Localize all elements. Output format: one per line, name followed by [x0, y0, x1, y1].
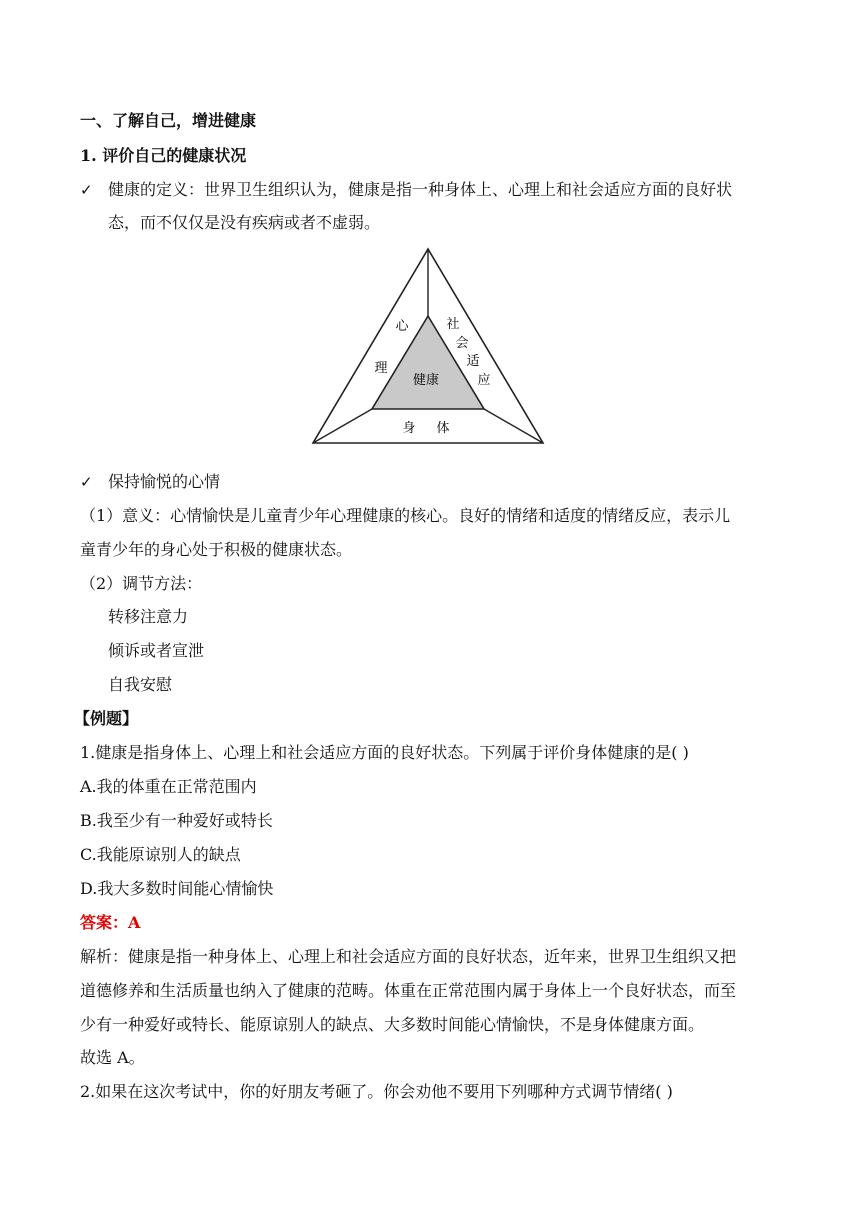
mood-title-line: [80, 471, 220, 493]
q1-answer: 答案：A: [80, 913, 141, 932]
q1-conclusion: 故选 A。: [80, 1048, 145, 1067]
examples-header: 【例题】: [74, 709, 139, 728]
mood-method-2: 倾诉或者宣泄: [108, 641, 205, 660]
mood-method-title: （2）调节方法：: [80, 574, 203, 593]
diagram-right-char-2: 会: [455, 336, 469, 351]
mood-title: 保持愉悦的心情: [108, 472, 221, 491]
diagram-bottom-char-2: 体: [436, 421, 450, 436]
mood-method-3: 自我安慰: [108, 675, 173, 694]
diagram-right-char-1: 社: [446, 317, 460, 332]
definition-text-1: 健康的定义：世界卫生组织认为，健康是指一种身体上、心理上和社会适应方面的良好状: [108, 180, 733, 199]
diagram-right-char-4: 应: [477, 373, 491, 388]
mood-method-1: 转移注意力: [108, 607, 189, 626]
mood-meaning-line-2: 童青少年的身心处于积极的健康状态。: [80, 540, 353, 559]
section-title: 一、了解自己，增进健康: [80, 111, 257, 130]
subsection-title: 1. 评价自己的健康状况: [80, 146, 247, 165]
diagram-right-char-3: 适: [466, 354, 480, 369]
q1-analysis-line-2: 道德修养和生活质量也纳入了健康的范畴。体重在正常范围内属于身体上一个良好状态，而至: [80, 981, 737, 1000]
check-icon: ✓: [80, 473, 93, 491]
q1-option-d: D.我大多数时间能心情愉快: [80, 879, 274, 898]
q2-stem: 2.如果在这次考试中，你的好朋友考砸了。你会劝他不要用下列哪种方式调节情绪( ): [80, 1082, 673, 1101]
q1-option-c: C.我能原谅别人的缺点: [80, 845, 241, 864]
q1-analysis-line-3: 少有一种爱好或特长、能原谅别人的缺点、大多数时间能心情愉快，不是身体健康方面。: [80, 1015, 705, 1034]
health-triangle-diagram: [310, 246, 546, 446]
diagram-left-char-1: 心: [395, 319, 409, 334]
mood-meaning-line-1: （1）意义：心情愉快是儿童青少年心理健康的核心。良好的情绪和适度的情绪反应，表示儿: [80, 506, 731, 525]
q1-option-b: B.我至少有一种爱好或特长: [80, 811, 273, 830]
q1-analysis-line-1: 解析：健康是指一种身体上、心理上和社会适应方面的良好状态，近年来，世界卫生组织又把: [80, 947, 737, 966]
diagram-bottom-char-1: 身: [402, 421, 416, 436]
diagram-left-char-2: 理: [374, 361, 388, 376]
definition-line-2: 态，而不仅仅是没有疾病或者不虚弱。: [108, 213, 381, 232]
check-icon: ✓: [80, 181, 93, 199]
definition-line-1: [80, 179, 732, 201]
diagram-center-label: 健康: [412, 373, 440, 388]
q1-stem: 1.健康是指身体上、心理上和社会适应方面的良好状态。下列属于评价身体健康的是( ): [80, 743, 689, 762]
q1-option-a: A.我的体重在正常范围内: [80, 777, 257, 796]
